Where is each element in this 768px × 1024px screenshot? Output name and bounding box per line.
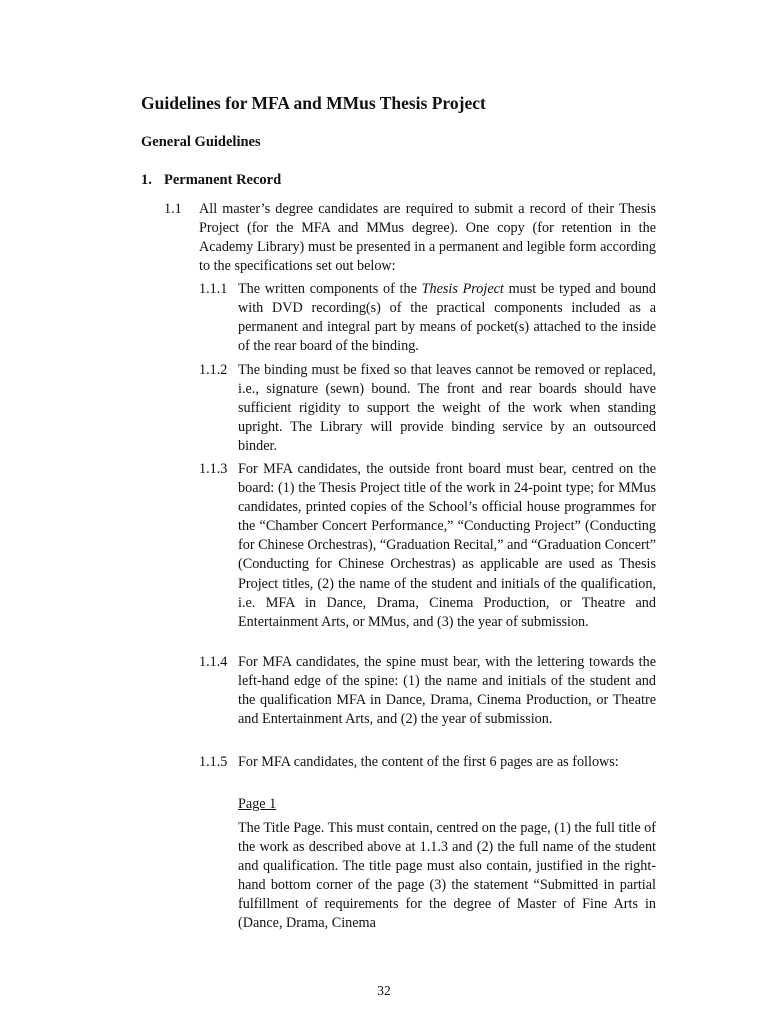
paragraph-text-before: The written components of the [238,281,422,297]
paragraph-1-1 [164,200,656,276]
paragraph-number: 1.1.2 [199,362,228,378]
paragraph-number: 1.1.1 [199,281,228,297]
paragraph-1-1-1 [199,280,656,356]
paragraph-1-1-5 [199,753,656,772]
paragraph-number: 1.1.4 [199,654,228,670]
paragraph-text: All master’s degree candidates are required to submit a record of their Thesis Project (for the MFA and MMus degree). One copy (for retention in the Academy Library) must be presented in a permanent and legible form according to the specifications set out below: [199,201,656,275]
item-permanent-record [141,172,281,189]
paragraph-text: For MFA candidates, the outside front board must bear, centred on the board: (1) the Thesis Project title of the work in 24-point type; for MMus candidates, printed copies of the School’s official house programmes for the “Chamber Concert Performance,” “Conducting Project” (Conducting for Chinese Orchestras), “Graduation Recital,” and “Graduation Concert” (Conducting for Chinese Orchestras) as applicable are used as Thesis Project titles, (2) the name of the student and initials of the qualification, i.e. MFA in Dance, Drama, Cinema Production, or Theatre and Entertainment Arts, or MMus, and (3) the year of submission. [238,461,656,630]
document-title: Guidelines for MFA and MMus Thesis Project [141,93,486,113]
paragraph-1-1-2 [199,361,656,456]
paragraph-number: 1.1.3 [199,461,228,477]
paragraph-text: For MFA candidates, the spine must bear, with the lettering towards the left-hand edge of the spine: (1) the name and initials of the student and the qualification MFA in Dance, Drama, Cinema Production, or Theatre and Entertainment Arts, and (2) the year of submission. [238,654,656,728]
paragraph-number: 1.1.5 [199,754,228,770]
page-number: 32 [377,983,391,998]
paragraph-text-italic: Thesis Project [421,281,504,297]
page-1-description: The Title Page. This must contain, centred on the page, (1) the full title of the work as described above at 1.1.3 and (2) the full name of the student and qualification. The title page must also contain, justified in the right-hand bottom corner of the page (3) the statement “Submitted in partial fulfillment of requirements for the degree of Master of Fine Arts in (Dance, Drama, Cinema [238,820,656,932]
paragraph-text-after: must be typed and bound with DVD recording(s) of the practical components included as a permanent and integral part by means of pocket(s) attached to the inside of the rear board of the binding. [238,281,656,355]
page-1-heading: Page 1 [238,796,277,812]
paragraph-text: The binding must be fixed so that leaves cannot be removed or replaced, i.e., signature (sewn) bound. The front and rear boards should have sufficient rigidity to support the weight of the work when standing upright. The Library will provide binding service by an outsourced binder. [238,362,656,455]
section-heading: General Guidelines [141,134,261,150]
paragraph-1-1-3 [199,460,656,632]
paragraph-1-1-4 [199,653,656,729]
item-number: 1. [141,172,152,188]
paragraph-number: 1.1 [164,201,182,217]
paragraph-text: For MFA candidates, the content of the first 6 pages are as follows: [238,754,619,770]
item-label: Permanent Record [164,172,282,188]
